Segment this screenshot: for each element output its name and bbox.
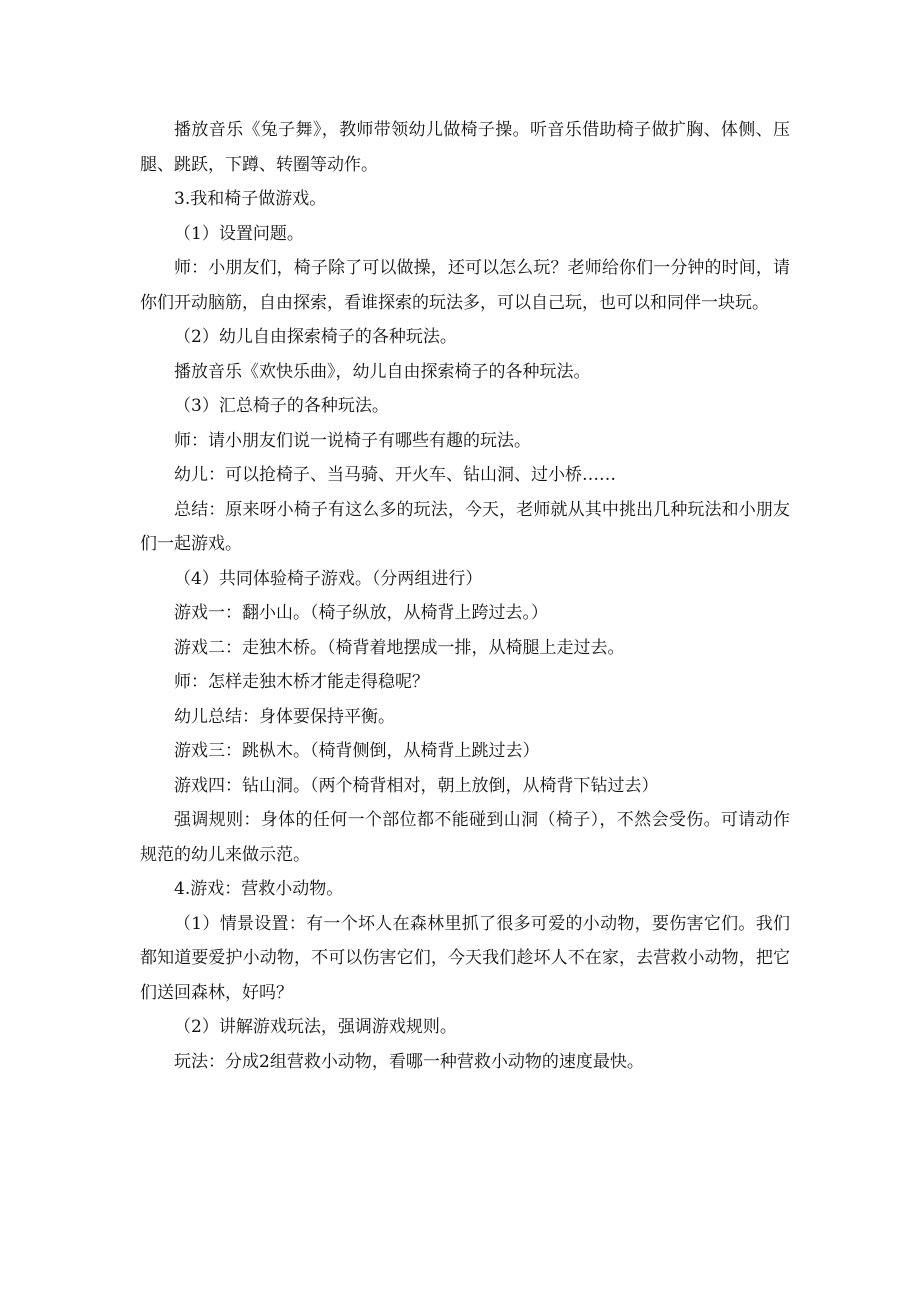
section-heading-rescue-game: 4.游戏：营救小动物。: [174, 879, 344, 899]
paragraph-game-two: 游戏二：走独木桥。（椅背着地摆成一排，从椅腿上走过去。: [174, 637, 625, 658]
paragraph-children-balance: 幼儿总结：身体要保持平衡。: [174, 706, 395, 727]
paragraph-music-exercise: 播放音乐《兔子舞》，教师带领幼儿做椅子操。听音乐借助椅子做扩胸、体侧、压腿、跳跃，下蹲、转圈等动作。: [140, 120, 790, 175]
paragraph-game-three: 游戏三：跳枞木。（椅背侧倒，从椅背上跳过去）: [174, 741, 540, 761]
paragraph-teacher-question: 师：小朋友们，椅子除了可以做操，还可以怎么玩？老师给你们一分钟的时间，请你们开动脑筋，自由探索，看谁探索的玩法多，可以自己玩，也可以和同伴一块玩。: [140, 258, 790, 313]
document-body: [140, 113, 790, 1079]
paragraph-game-one: 游戏一：翻小山。（椅子纵放，从椅背上跨过去。）: [174, 603, 548, 623]
paragraph-free-explore: （2）幼儿自由探索椅子的各种玩法。: [174, 327, 457, 347]
paragraph-teacher-bridge: 师：怎样走独木桥才能走得稳呢？: [174, 672, 429, 692]
paragraph-scenario: （1）情景设置：有一个坏人在森林里抓了很多可爱的小动物，要伤害它们。我们都知道要爱护小动物，不可以伤害它们，今天我们趁坏人不在家，去营救小动物，把它们送回森林，好吗？: [140, 913, 790, 1003]
paragraph-children-answer: 幼儿：可以抢椅子、当马骑、开火车、钻山洞、过小桥……: [174, 465, 616, 485]
paragraph-set-question: （1）设置问题。: [174, 223, 304, 244]
paragraph-game-four: 游戏四：钻山洞。（两个椅背相对，朝上放倒，从椅背下钻过去）: [174, 775, 659, 796]
paragraph-explain-rules: （2）讲解游戏玩法，强调游戏规则。: [174, 1017, 457, 1037]
paragraph-summarize-ways: （3）汇总椅子的各种玩法。: [174, 396, 389, 416]
paragraph-experience-games: （4）共同体验椅子游戏。（分两组进行）: [174, 568, 483, 589]
section-heading-chair-games: 3.我和椅子做游戏。: [174, 189, 327, 209]
paragraph-play-music: 播放音乐《欢快乐曲》，幼儿自由探索椅子的各种玩法。: [174, 361, 591, 382]
paragraph-gameplay: 玩法：分成2组营救小动物，看哪一种营救小动物的速度最快。: [174, 1051, 644, 1072]
paragraph-summary: 总结：原来呀小椅子有这么多的玩法，今天，老师就从其中挑出几种玩法和小朋友们一起游戏。: [140, 499, 790, 554]
paragraph-teacher-ask: 师：请小朋友们说一说椅子有哪些有趣的玩法。: [174, 430, 531, 451]
paragraph-rules: 强调规则：身体的任何一个部位都不能碰到山洞（椅子），不然会受伤。可请动作规范的幼儿来做示范。: [140, 810, 790, 865]
